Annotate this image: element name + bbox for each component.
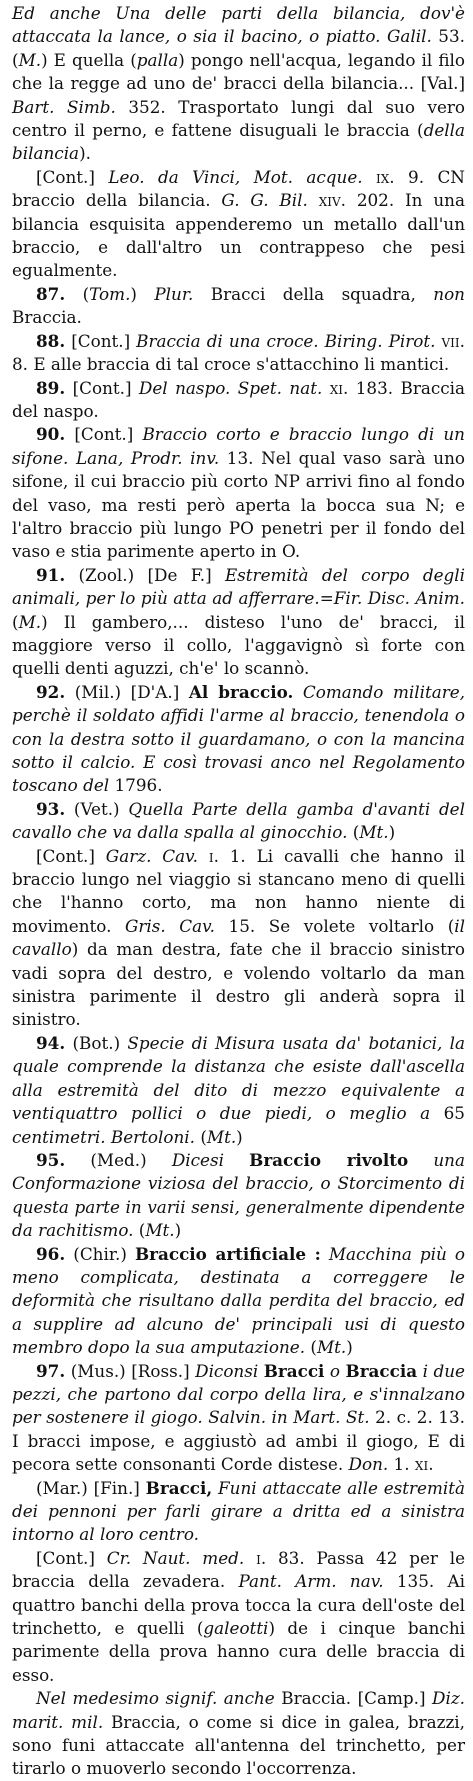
text-run: 53. ( xyxy=(12,26,465,70)
para-96 xyxy=(12,1243,465,1360)
para-90 xyxy=(12,423,465,563)
text-run xyxy=(244,1548,256,1568)
para-mar-signif xyxy=(12,1687,465,1781)
text-run: 88. xyxy=(36,330,66,351)
text-run: Gris. Cav. xyxy=(124,915,215,936)
text-run: [Cont.] xyxy=(36,845,106,866)
text-run: . xyxy=(428,1454,434,1475)
text-run: ) xyxy=(174,1220,182,1241)
text-run: 89. xyxy=(36,377,66,398)
text-run: 352. Trasportato lungi dal suo vero centro il perno, e fattene disuguali le braccia ( xyxy=(12,96,466,141)
text-run: ( xyxy=(195,1126,207,1147)
text-run: ( xyxy=(12,611,19,632)
text-run: non xyxy=(433,283,465,304)
text-run: ix xyxy=(376,166,390,187)
text-run: 92. xyxy=(36,681,66,702)
text-run: Braccio rivolto xyxy=(249,1149,409,1170)
text-run: i xyxy=(256,1547,261,1568)
text-run: 135. Ai quattro banchi della prova tocca la cura dell'oste del trinchetto, e quelli ( xyxy=(12,1571,465,1639)
text-run: 87. xyxy=(36,283,66,304)
text-run: Braccio corto e braccio lungo di un sifone. Lana, Prodr. inv. xyxy=(12,424,465,468)
text-run: ) de i cinque banchi parimente della prova hanno cura delle braccia di esso. xyxy=(12,1618,466,1685)
text-run: Garz. Cav. xyxy=(105,845,198,866)
text-run: Tom. xyxy=(89,283,131,304)
text-run xyxy=(198,846,209,866)
text-run: Braccia. [Camp.] xyxy=(274,1688,432,1709)
para-cont-leonardo xyxy=(12,166,465,283)
text-run: della bilancia xyxy=(12,120,465,164)
text-run: Bracci della squadra, xyxy=(193,283,434,304)
text-run: . 202. In una bilancia esquisita appenderemo un metallo dall'un braccio, e dall'altro un contrappeso che pesi egualmente. xyxy=(12,190,465,281)
text-run: (Med.) xyxy=(65,1149,172,1170)
text-run: M. xyxy=(18,49,42,70)
text-run: centimetri. Bertoloni. xyxy=(12,1126,196,1147)
text-run: . 183. Braccia del naspo. xyxy=(12,377,466,421)
para-91 xyxy=(12,564,465,681)
text-run: [Cont.] xyxy=(65,330,137,351)
text-run: 90. xyxy=(36,424,66,445)
text-run: Mt. xyxy=(145,1220,175,1241)
text-run: 2. c. 2. 13. I bracci impose, e aggiustò ad ambi il giogo, E di pecora sette consonanti Corde distese. xyxy=(12,1407,465,1475)
text-run: i due pezzi, che partono dal corpo della lira, e s'innalzano per sostenere il giogo. Salvin. in Mart. St. xyxy=(12,1360,465,1428)
text-run: (Mil.) [D'A.] xyxy=(65,681,189,702)
text-run: Del naspo. Spet. nat. xyxy=(138,377,323,398)
para-87 xyxy=(12,283,465,330)
text-run: Bracci, xyxy=(145,1477,213,1498)
text-run: [Cont.] xyxy=(65,377,139,398)
text-run: 91. xyxy=(36,564,66,585)
para-mar xyxy=(12,1477,465,1547)
para-93 xyxy=(12,798,465,845)
text-run xyxy=(322,378,329,398)
text-run: ) xyxy=(236,1126,243,1147)
text-run: 13. Nel qual vaso sarà uno sifone, il cui braccio più corto NP arrivi fino al fondo del vaso, ma resti però aperta la bocca sua N; e l'altro braccio più lungo PO penetri per il fondo del vaso e stia parimente aperto in O. xyxy=(12,447,465,562)
text-run: galeotti xyxy=(203,1618,269,1639)
text-run: ) E quella ( xyxy=(41,49,137,70)
text-run: Pant. Arm. nav. xyxy=(238,1571,384,1592)
text-run: G. G. Bil. xyxy=(221,190,308,211)
text-run: i xyxy=(208,845,214,866)
text-run: Comando militare, perchè il soldato affidi l'arme al braccio, tenendola o con la destra sotto il guardamano, o con la mancina sotto il calcio. E così trovasi anco nel Regolamento toscano del xyxy=(12,681,465,796)
text-run: Funi attaccate alle estremità dei pennoni per farli girare a dritta ed a sinistra intorno al loro centro. xyxy=(12,1477,466,1545)
text-run: il cavallo xyxy=(12,915,465,960)
text-run: Braccio artificiale : xyxy=(134,1243,321,1264)
text-run: ) xyxy=(130,283,155,304)
para-95 xyxy=(12,1149,465,1243)
text-run: . 1. Li cavalli che hanno il braccio lungo nel viaggio si stancano meno di quelli che l'hanno corto, ma non hanno niente di movimento. xyxy=(12,845,465,936)
text-run: ). xyxy=(79,143,91,164)
text-run: ( xyxy=(65,283,90,304)
text-run: palla xyxy=(136,49,179,70)
text-run: Braccia xyxy=(345,1360,418,1381)
text-run: 96. xyxy=(36,1243,66,1264)
text-run: vii xyxy=(441,330,460,351)
text-run: xi xyxy=(329,377,343,398)
text-run: xiv xyxy=(318,190,341,211)
text-run: ) pongo nell'acqua, legando il filo che la regge ad uno de' bracci della bilancia... [Val.] xyxy=(12,49,465,94)
text-run: Mt. xyxy=(316,1337,347,1358)
text-run: Cr. Naut. med. xyxy=(106,1547,245,1568)
text-run: ( xyxy=(305,1337,317,1358)
text-run: . 8. E alle braccia di tal croce s'attacchino li mantici. xyxy=(12,330,466,375)
text-run: Estremità del corpo degli animali, per lo più atta ad afferrare.=Fir. Disc. Anim. xyxy=(12,564,465,609)
text-run: ( xyxy=(347,822,360,843)
text-run: M. xyxy=(18,611,42,632)
text-run: 95. xyxy=(36,1149,66,1170)
text-run: Al braccio. xyxy=(188,681,294,702)
text-run: 1. xyxy=(388,1454,415,1475)
text-run: Leo. da Vinci, Mot. acque. xyxy=(108,166,363,187)
text-run: Dicesi xyxy=(171,1149,250,1170)
text-run: [Cont.] xyxy=(36,1547,107,1568)
text-run: Bart. Simb. xyxy=(12,96,116,117)
text-run: ) da man destra, fate che il braccio sinistro vadi sopra del destro, e volendo voltarlo da man sinistra parimente il destro gli anderà sopra il sinistro. xyxy=(12,939,465,1030)
text-run: ) xyxy=(346,1337,353,1358)
para-88 xyxy=(12,330,465,377)
text-run: una Conformazione viziosa del braccio, o Storcimento di questa parte in varii sensi, generalmente dipendente da rachitismo. xyxy=(12,1149,465,1241)
text-run: 97. xyxy=(36,1360,66,1381)
text-run: Nel medesimo signif. anche xyxy=(36,1688,275,1709)
text-run: Diconsi xyxy=(195,1360,264,1381)
para-97 xyxy=(12,1360,465,1477)
text-run: (Mus.) [Ross.] xyxy=(65,1360,196,1381)
text-run: Braccia di una croce. Biring. Pirot. xyxy=(136,330,436,351)
text-run: . 83. Passa 42 per le braccia della zevadera. xyxy=(12,1547,466,1592)
text-run: o xyxy=(324,1360,346,1381)
text-run: (Bot.) xyxy=(65,1032,128,1053)
text-run xyxy=(363,167,376,187)
text-run: xi xyxy=(414,1454,429,1475)
para-mar-cont xyxy=(12,1547,465,1687)
text-run: Specie di Misura usata da' botanici, la quale comprende la distanza che esiste dall'ascella alla estremità del dito di mezzo equivalente a ventiquattro pollici o due piedi, o meglio a xyxy=(12,1032,465,1124)
text-run: ) Il gambero,... disteso l'uno de' bracci, il maggiore verso il collo, l'aggavignò sì forte con quelli denti aguzzi, ch'e' lo scannò. xyxy=(12,611,465,679)
text-run: 93. xyxy=(36,798,66,819)
text-run: (Vet.) xyxy=(65,798,129,819)
text-run: [Cont.] xyxy=(36,166,109,187)
para-94 xyxy=(12,1032,465,1149)
text-run: (Zool.) [De F.] xyxy=(65,564,225,585)
text-run: . 9. CN braccio della bilancia. xyxy=(12,166,465,211)
para-89 xyxy=(12,377,465,424)
text-run: Braccia, o come si dice in galea, brazzi, sono funi attaccate all'antenna del trinchetto, per tirarlo o muoverlo secondo l'occorrenza. xyxy=(12,1711,465,1779)
text-run: Mt. xyxy=(206,1126,237,1147)
text-run: (Mar.) [Fin.] xyxy=(36,1477,146,1498)
text-run: 65 xyxy=(430,1103,465,1124)
text-run: Ed anche Una delle parti della bilancia, dov'è attaccata la lance, o sia il bacino, o piatto. Galil. xyxy=(12,3,465,47)
text-run: ( xyxy=(133,1220,146,1241)
para-92 xyxy=(12,681,465,798)
text-run: (Chir.) xyxy=(65,1243,135,1264)
text-run: Quella Parte della gamba d'avanti del cavallo che va dalla spalla al ginocchio. xyxy=(12,798,465,843)
para-cont-une-parti xyxy=(12,2,465,166)
text-run: Don. xyxy=(348,1454,389,1475)
text-run: Braccia. xyxy=(12,307,82,328)
text-run: 94. xyxy=(36,1032,66,1053)
text-run: Mt. xyxy=(359,822,389,843)
text-run: [Cont.] xyxy=(65,424,143,445)
text-run: Diz. marit. mil. xyxy=(12,1688,465,1732)
text-run: 1796. xyxy=(109,775,163,796)
text-run: Macchina più o meno complicata, destinata a correggere le deformità che risultano dalla perdita del braccio, ed a supplire ad alcuno de' principali usi di questo membro dopo la sua amputazione. xyxy=(12,1243,466,1358)
para-93-cont xyxy=(12,845,465,1032)
text-run xyxy=(308,190,319,210)
text-run: 15. Se volete voltarlo ( xyxy=(214,915,455,936)
text-run: Bracci xyxy=(263,1360,325,1381)
text-run: ) xyxy=(388,822,396,843)
text-run: Plur. xyxy=(154,283,194,304)
